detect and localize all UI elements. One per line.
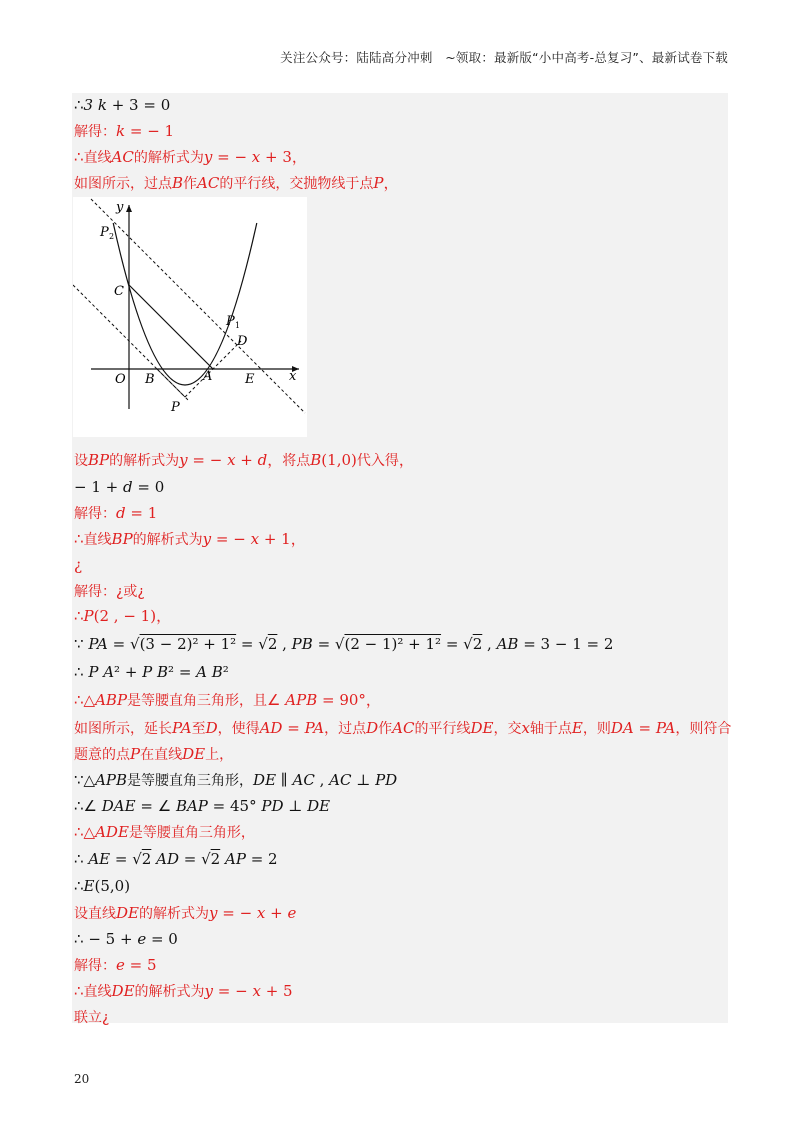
solution-line-20: ∴ AE = √2 AD = √2 AP = 2: [74, 850, 278, 868]
label-x: x: [289, 369, 297, 384]
solution-line-21: ∴E(5,0): [74, 877, 131, 895]
label-p1: P: [226, 314, 235, 329]
label-p2-sub: 2: [109, 232, 115, 241]
solution-line-22: 设直线DE的解析式为y = − x + e: [74, 904, 297, 922]
solution-line-14: ∴△ABP是等腰直角三角形，且∠ APB = 90°，: [74, 691, 381, 709]
solution-line-13: ∴ P A² + P B² = A B²: [74, 663, 229, 681]
label-o: O: [115, 372, 126, 387]
parabola-diagram: [73, 197, 307, 437]
page-header: 关注公众号：陆陆高分冲刺 ~领取：最新版“小中高考-总复习”、最新试卷下载: [280, 50, 728, 65]
solution-line-15: 如图所示，延长PA至D，使得AD = PA，过点D作AC的平行线DE，交x轴于点E，则DA = PA，则符合: [74, 719, 732, 737]
solution-line-12: ∵ PA = √(3 − 2)² + 1² = √2 , PB = √(2 − 1)² + 1² = √2 , AB = 3 − 1 = 2: [74, 635, 614, 653]
solution-line-4: 如图所示，过点B作AC的平行线，交抛物线于点P，: [74, 174, 399, 192]
label-e: E: [245, 372, 255, 387]
label-y: y: [116, 200, 124, 215]
solution-line-19: ∴△ADE是等腰直角三角形，: [74, 823, 255, 841]
solution-line-7: 解得：d = 1: [74, 504, 158, 522]
solution-line-1: ∴3 k + 3 = 0: [74, 96, 171, 114]
line-bp-dashed: [73, 285, 189, 401]
solution-line-9: ¿: [74, 556, 83, 574]
label-p: P: [171, 400, 180, 415]
solution-line-5: 设BP的解析式为y = − x + d，将点B(1,0)代入得，: [74, 451, 414, 469]
solution-line-3: ∴直线AC的解析式为y = − x + 3，: [74, 148, 307, 166]
solution-line-25: ∴直线DE的解析式为y = − x + 5: [74, 982, 293, 1000]
geometry-figure: [73, 197, 307, 437]
label-a: A: [203, 369, 213, 384]
solution-line-23: ∴ − 5 + e = 0: [74, 930, 178, 948]
solution-line-17: ∵△APB是等腰直角三角形，DE ∥ AC , AC ⊥ PD: [74, 771, 398, 789]
label-p2: P: [100, 225, 109, 240]
solution-line-16: 题意的点P在直线DE上，: [74, 745, 234, 763]
parabola-curve: [113, 223, 257, 385]
label-c: C: [114, 284, 124, 299]
solution-line-11: ∴P(2 , − 1)，: [74, 607, 172, 625]
solution-line-24: 解得：e = 5: [74, 956, 157, 974]
solution-line-10: 解得：¿或¿: [74, 584, 145, 600]
label-d: D: [237, 334, 248, 349]
solution-line-26: 联立¿: [74, 1010, 110, 1026]
label-b: B: [145, 372, 155, 387]
solution-line-6: − 1 + d = 0: [74, 478, 165, 496]
label-p1-sub: 1: [235, 321, 241, 330]
solution-line-2: 解得：k = − 1: [74, 122, 175, 140]
page-number: 20: [74, 1072, 90, 1086]
solution-line-8: ∴直线BP的解析式为y = − x + 1，: [74, 530, 306, 548]
solution-line-18: ∴∠ DAE = ∠ BAP = 45° PD ⊥ DE: [74, 797, 331, 815]
y-axis-arrow: [126, 205, 132, 212]
